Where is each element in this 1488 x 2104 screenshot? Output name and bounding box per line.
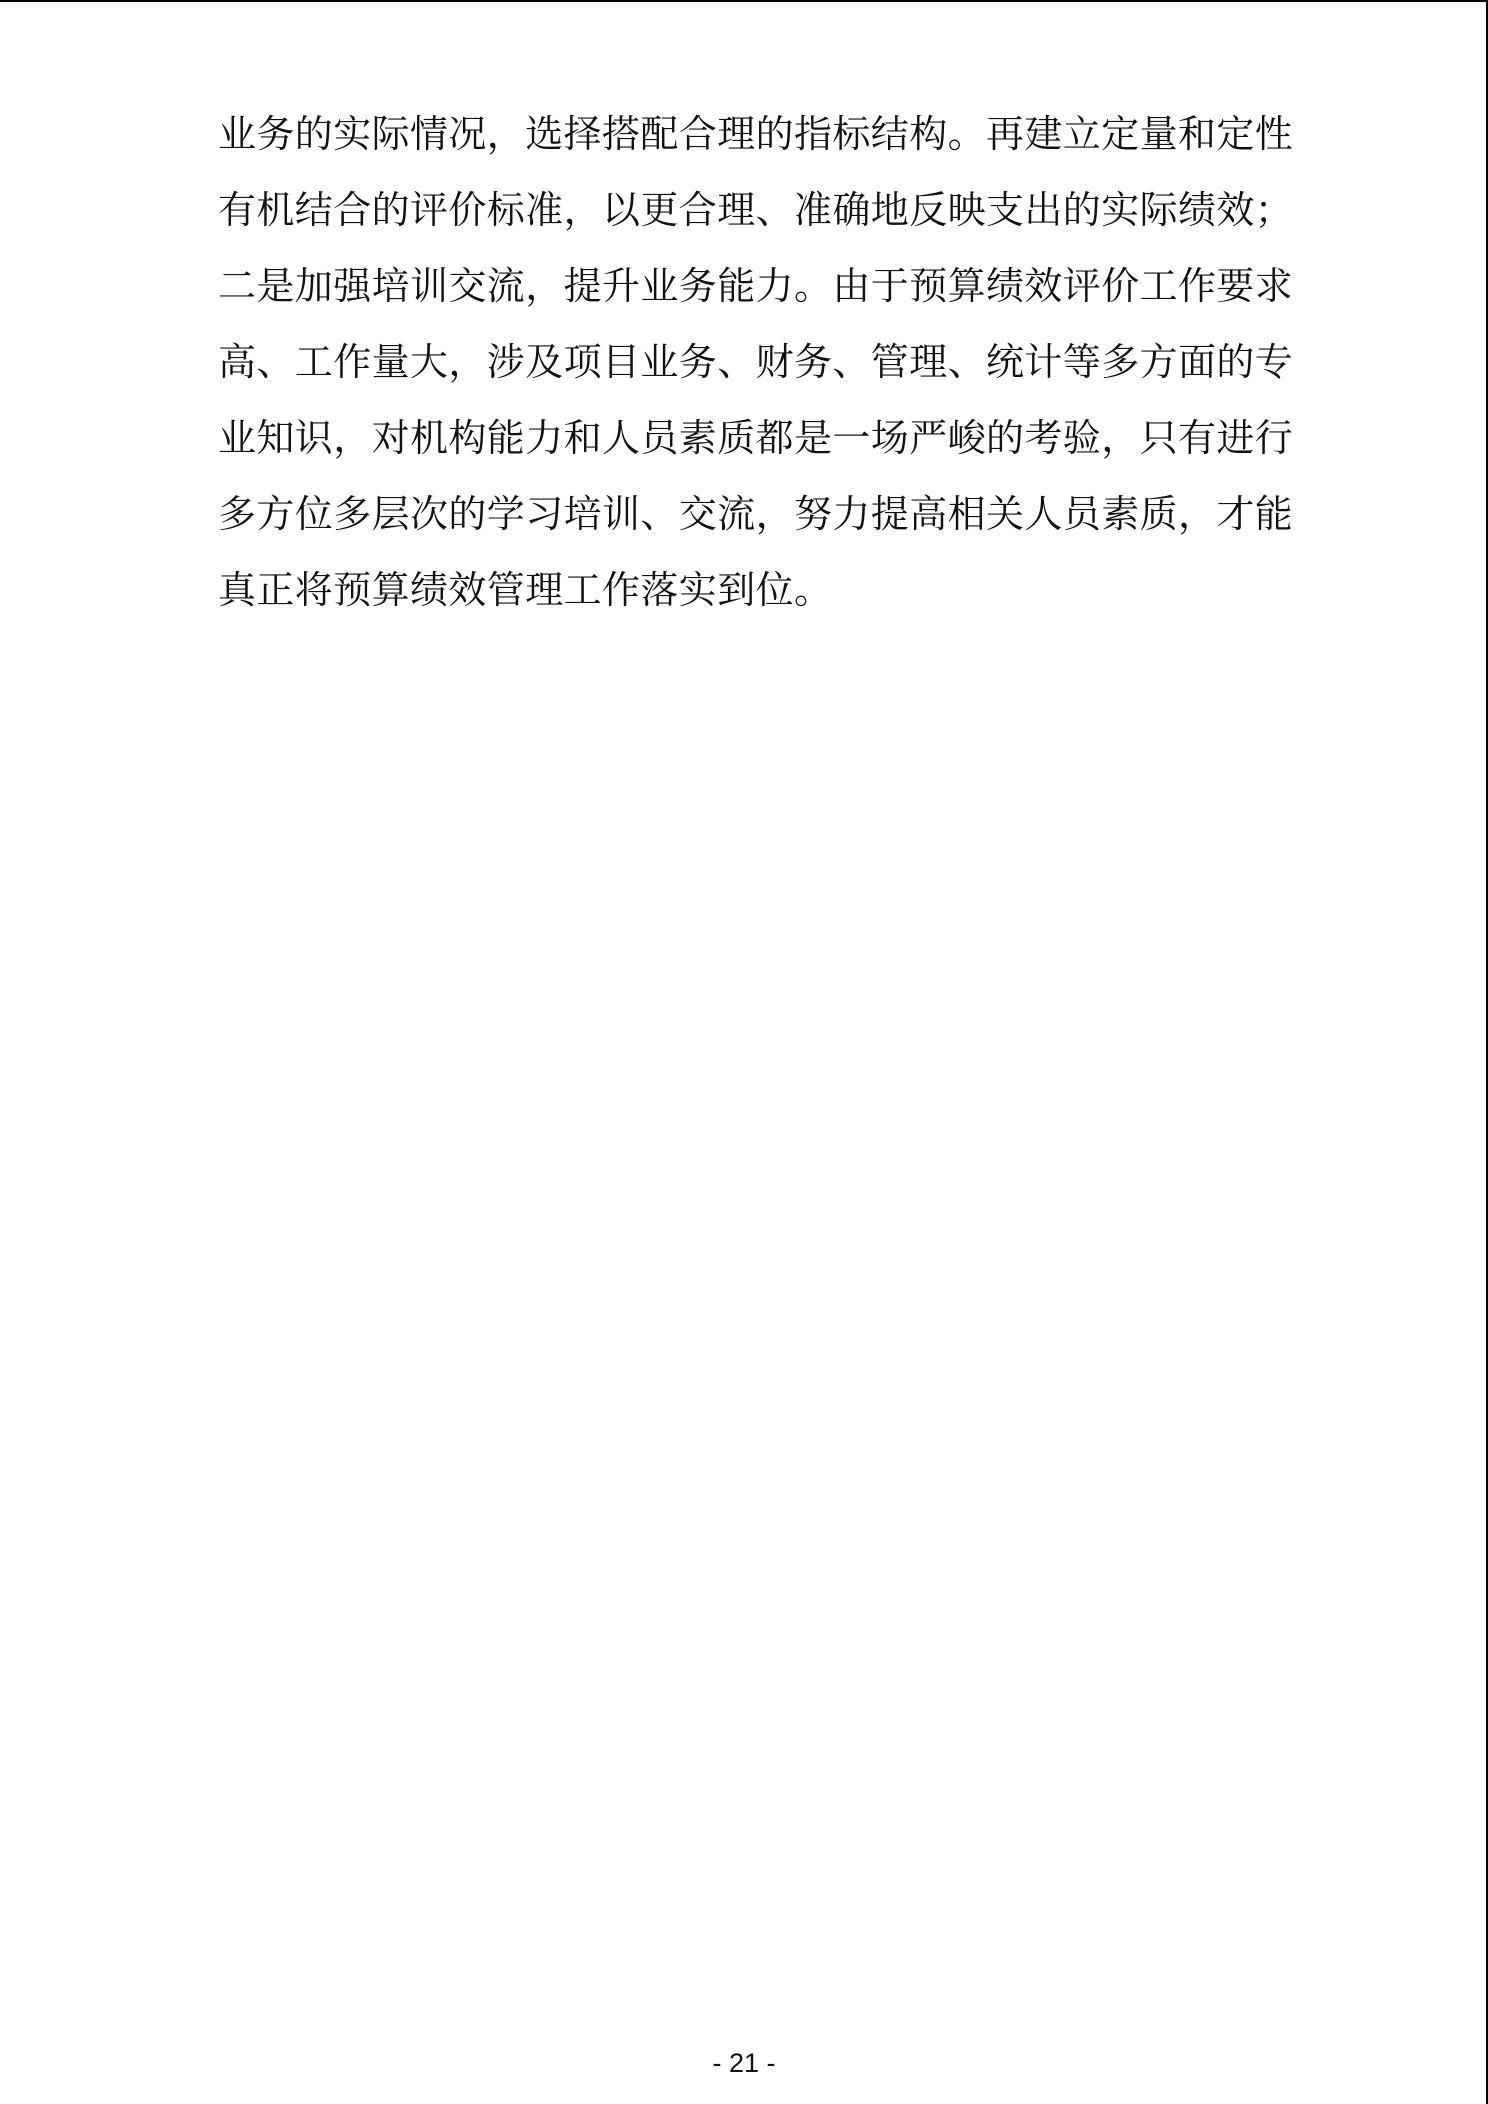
paragraph-line: 业知识，对机构能力和人员素质都是一场严峻的考验，只有进行: [218, 416, 1294, 460]
paragraph-line: 真正将预算绩效管理工作落实到位。: [218, 568, 833, 612]
page-number: - 21 -: [712, 2048, 776, 2078]
paragraph-line: 二是加强培训交流，提升业务能力。由于预算绩效评价工作要求: [218, 264, 1294, 308]
paragraph-line: 业务的实际情况，选择搭配合理的指标结构。再建立定量和定性: [218, 112, 1294, 156]
paragraph-line: 高、工作量大，涉及项目业务、财务、管理、统计等多方面的专: [218, 340, 1294, 384]
body-paragraph: [218, 96, 1294, 628]
paragraph-line: 多方位多层次的学习培训、交流，努力提高相关人员素质，才能: [218, 492, 1294, 536]
paragraph-line: 有机结合的评价标准，以更合理、准确地反映支出的实际绩效；: [218, 188, 1294, 232]
